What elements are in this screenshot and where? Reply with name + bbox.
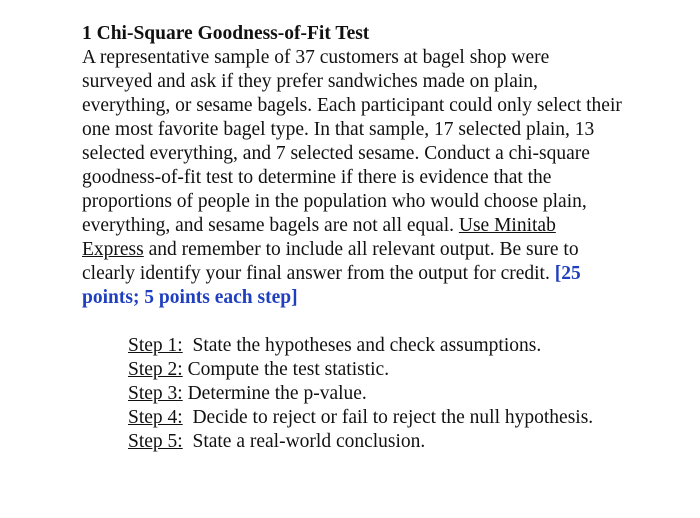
points-note: [25 points; 5 points each step]	[82, 263, 581, 308]
step-1	[128, 334, 622, 358]
step-2-label: Step 2:	[128, 359, 183, 380]
step-5	[128, 430, 622, 454]
problem-body	[82, 46, 622, 310]
step-3	[128, 382, 622, 406]
problem-body-text-1: A representative sample of 37 customers at bagel shop were surveyed and ask if they prefer sandwiches made on plain, everything, or sesame bagels. Each participant could only select their one most favorite bagel type. In that sample, 17 selected plain, 13 selected everything, and 7 selected sesame. Conduct a chi-square goodness-of-fit test to determine if there is evidence that the proportions of people in the population who would choose plain, everything, and sesame bagels are not all equal.	[82, 47, 622, 236]
problem-title: 1 Chi-Square Goodness-of-Fit Test	[82, 23, 370, 44]
step-3-label: Step 3:	[128, 383, 183, 404]
step-2	[128, 358, 622, 382]
step-4-text: Decide to reject or fail to reject the null hypothesis.	[182, 407, 594, 428]
steps-list	[82, 334, 622, 454]
problem-container	[82, 22, 622, 454]
minitab-express-link: Use Minitab Express	[82, 215, 556, 260]
step-1-label: Step 1:	[128, 335, 183, 356]
step-4	[128, 406, 622, 430]
step-5-text: State a real-world conclusion.	[182, 431, 426, 452]
step-1-text: State the hypotheses and check assumptions.	[182, 335, 542, 356]
step-2-text: Compute the test statistic.	[182, 359, 390, 380]
step-3-text: Determine the p-value.	[182, 383, 367, 404]
step-4-label: Step 4:	[128, 407, 183, 428]
step-5-label: Step 5:	[128, 431, 183, 452]
problem-body-text-2: and remember to include all relevant output. Be sure to clearly identify your final answer from the output for credit.	[82, 239, 579, 284]
